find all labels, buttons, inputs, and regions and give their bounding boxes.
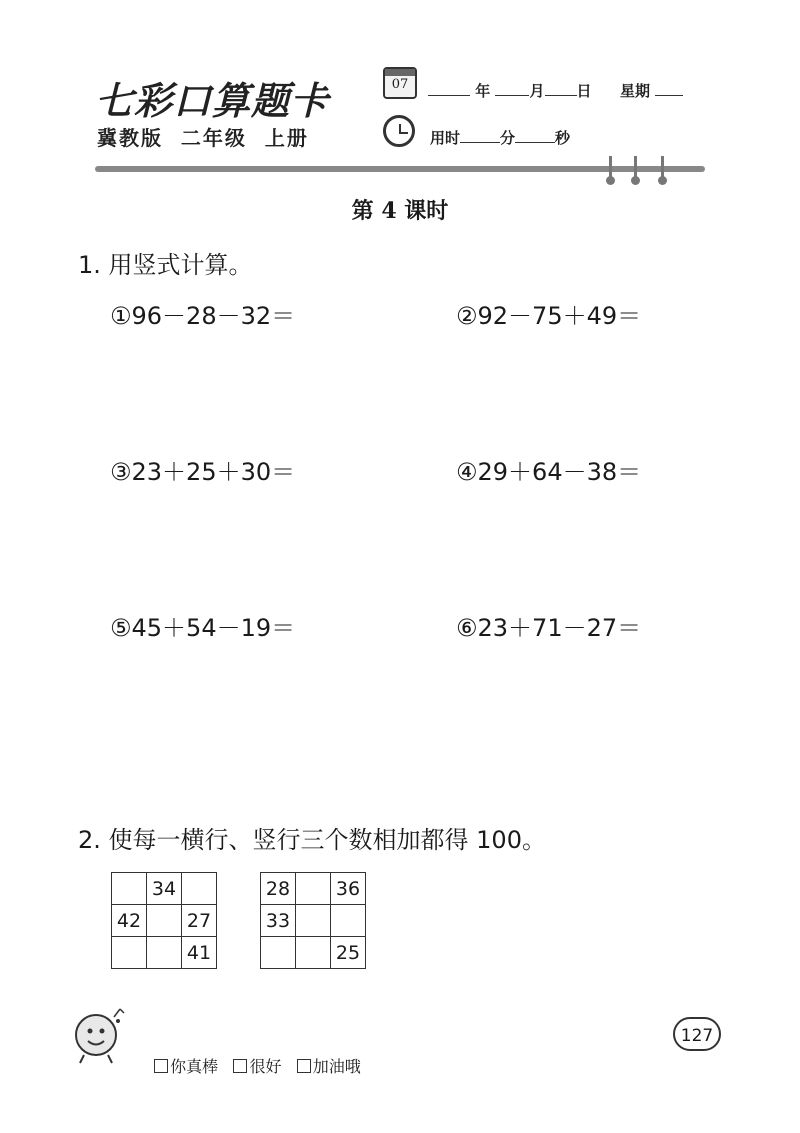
pin-decoration [661,156,664,182]
grid-cell[interactable] [182,873,217,905]
checkbox-good[interactable] [233,1059,247,1073]
expression-6: ⑥23＋71－27＝ [456,614,642,642]
rating-options [144,1035,361,1077]
grid-cell[interactable]: 34 [147,873,182,905]
month-label: 月 [529,82,545,100]
year-blank[interactable] [428,81,470,96]
pin-decoration [609,156,612,182]
minute-label: 分 [500,129,516,147]
clock-icon [383,115,415,147]
calendar-icon [383,67,417,99]
expression-4: ④29＋64－38＝ [456,458,642,486]
grid-cell[interactable] [112,873,147,905]
grid-cell[interactable]: 25 [331,937,366,969]
question-2-title: 2. 使每一横行、竖行三个数相加都得 100。 [78,826,546,854]
number-grid-a [111,872,217,969]
grid-cell[interactable] [296,873,331,905]
checkbox-great[interactable] [154,1059,168,1073]
rating-keep-going-label: 加油哦 [312,1057,361,1076]
time-line [430,127,570,148]
question-1-title: 1. 用竖式计算。 [78,251,253,279]
weekday-blank[interactable] [655,81,683,96]
pin-decoration [634,156,637,182]
second-label: 秒 [555,129,571,147]
expression-1: ①96－28－32＝ [110,302,296,330]
grid-cell[interactable]: 36 [331,873,366,905]
page-number: 127 [673,1017,721,1051]
calendar-number: 07 [391,77,409,92]
grid-cell[interactable]: 33 [261,905,296,937]
edition-label: 冀教版 二年级 上册 [97,126,309,150]
grid-cell[interactable] [296,905,331,937]
rating-good-label: 很好 [249,1057,282,1076]
grid-cell[interactable]: 28 [261,873,296,905]
mascot-icon [70,1005,130,1065]
minute-blank[interactable] [460,128,500,143]
grid-cell[interactable] [331,905,366,937]
grid-cell[interactable] [296,937,331,969]
brand-title: 七彩口算题卡 [95,78,330,123]
date-line [428,80,683,101]
expression-5: ⑤45＋54－19＝ [110,614,296,642]
second-blank[interactable] [515,128,555,143]
grid-cell[interactable] [112,937,147,969]
grid-cell[interactable]: 41 [182,937,217,969]
weekday-label: 星期 [619,82,650,100]
day-label: 日 [576,82,592,100]
header-rule [95,166,705,172]
day-blank[interactable] [545,81,577,96]
grid-cell[interactable] [261,937,296,969]
grid-cell[interactable] [147,905,182,937]
year-label: 年 [475,82,491,100]
grid-cell[interactable]: 42 [112,905,147,937]
expression-3: ③23＋25＋30＝ [110,458,296,486]
grid-cell[interactable]: 27 [182,905,217,937]
month-blank[interactable] [495,81,529,96]
grid-cell[interactable] [147,937,182,969]
expression-2: ②92－75＋49＝ [456,302,642,330]
time-prefix: 用时 [430,129,461,147]
number-grid-b [260,872,366,969]
rating-great-label: 你真棒 [170,1057,219,1076]
checkbox-keep-going[interactable] [297,1059,311,1073]
lesson-title: 第 4 课时 [351,198,449,224]
